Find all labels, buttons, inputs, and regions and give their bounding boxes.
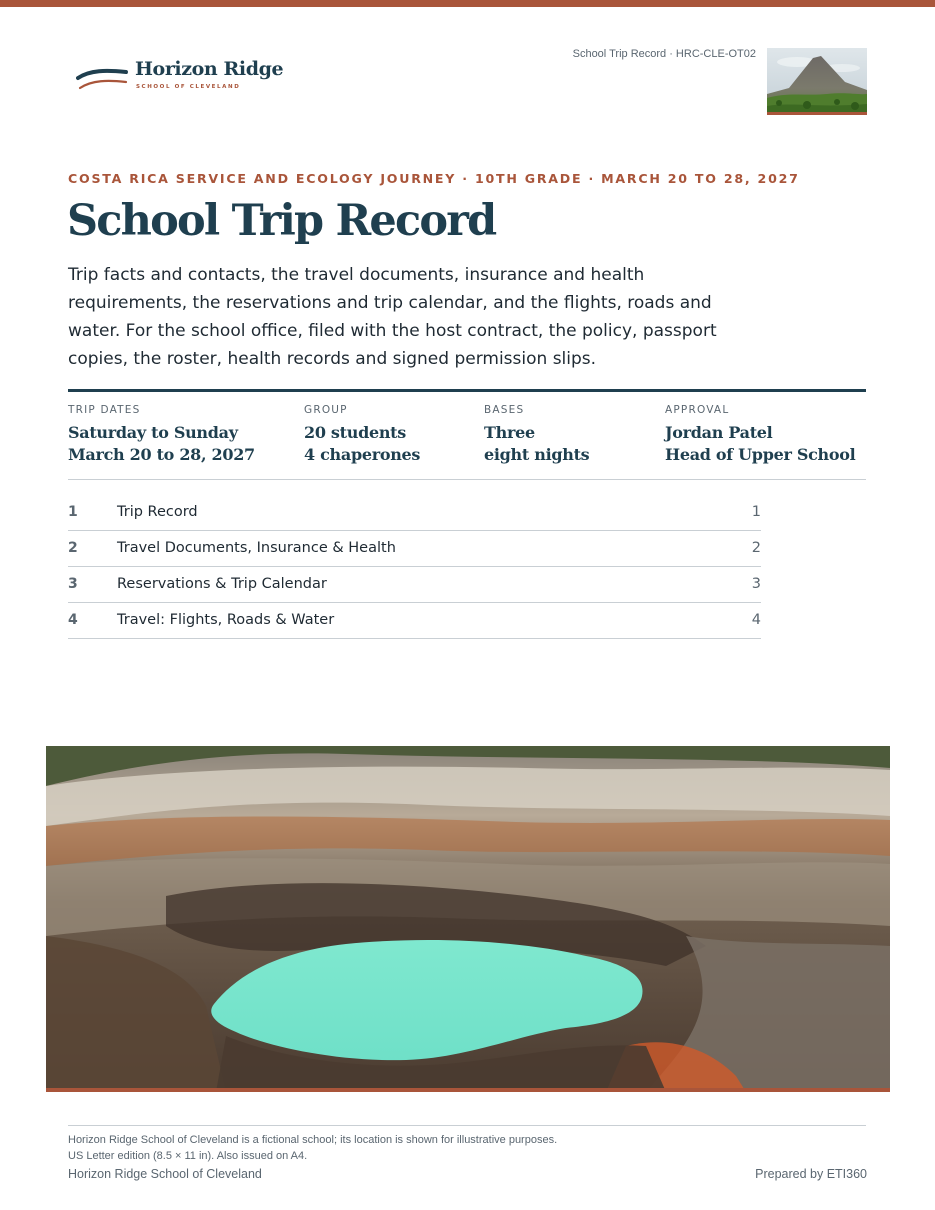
toc-label[interactable]: Travel Documents, Insurance & Health	[117, 540, 396, 556]
toc-item[interactable]	[68, 567, 761, 603]
trip-facts	[68, 404, 866, 464]
fact-value-line: Head of Upper School	[665, 445, 856, 464]
table-of-contents	[68, 495, 761, 639]
toc-page: 2	[751, 540, 761, 556]
facts-bottom-rule	[68, 479, 866, 480]
footer-disclaimer	[68, 1133, 557, 1164]
school-logo	[76, 58, 284, 98]
toc-item[interactable]	[68, 603, 761, 639]
intro-paragraph: Trip facts and contacts, the travel documents, insurance and health requirements, the reservations and trip calendar, and the flights, roads and water. For the school office, filed with the host contract, the policy, passport copies, the roster, health records and signed permission slips.	[68, 265, 717, 369]
fact-label: BASES	[484, 404, 525, 416]
fact-value-line: eight nights	[484, 445, 590, 464]
toc-item[interactable]	[68, 531, 761, 567]
footer-rule	[68, 1125, 866, 1126]
fact-trip-dates	[68, 404, 255, 466]
page-title: School Trip Record	[67, 196, 496, 246]
toc-number: 3	[68, 576, 78, 592]
crater-lake-photo	[46, 746, 890, 1092]
document-id: School Trip Record · HRC-CLE-OT02	[572, 48, 756, 60]
fact-value	[68, 422, 255, 466]
toc-number: 1	[68, 504, 78, 520]
fact-value-line: 20 students	[304, 423, 406, 442]
fact-value-line: March 20 to 28, 2027	[68, 445, 255, 464]
footer-note-line: Horizon Ridge School of Cleveland is a fictional school; its location is shown for illustrative purposes.	[68, 1134, 558, 1146]
toc-item[interactable]	[68, 495, 761, 531]
fact-label: GROUP	[304, 404, 348, 416]
school-name: Horizon Ridge	[135, 58, 284, 80]
fact-label: APPROVAL	[665, 404, 730, 416]
fact-value-line: 4 chaperones	[304, 445, 421, 464]
top-accent-rule	[0, 0, 935, 7]
toc-label[interactable]: Trip Record	[117, 504, 198, 520]
toc-page: 1	[751, 504, 761, 520]
toc-label[interactable]: Travel: Flights, Roads & Water	[117, 612, 335, 628]
fact-value-line: Jordan Patel	[665, 423, 773, 442]
fact-label: TRIP DATES	[68, 404, 141, 416]
footer-prepared-by: Prepared by ETI360	[755, 1167, 867, 1181]
toc-number: 2	[68, 540, 78, 556]
footer-school-name: Horizon Ridge School of Cleveland	[68, 1167, 262, 1181]
wave-logo-icon	[76, 64, 130, 94]
footer-note-line: US Letter edition (8.5 × 11 in). Also issued on A4.	[68, 1149, 308, 1162]
fact-value-line: Three	[484, 423, 535, 442]
toc-number: 4	[68, 612, 78, 628]
fact-value	[665, 422, 855, 466]
volcano-thumbnail	[767, 48, 867, 115]
toc-label[interactable]: Reservations & Trip Calendar	[117, 576, 327, 592]
toc-page: 4	[751, 612, 761, 628]
fact-bases	[484, 404, 589, 466]
toc-page: 3	[751, 576, 761, 592]
fact-value	[484, 422, 589, 466]
trip-eyebrow: COSTA RICA SERVICE AND ECOLOGY JOURNEY · 10TH GRADE · MARCH 20 TO 28, 2027	[68, 171, 800, 186]
facts-top-rule	[68, 389, 866, 392]
fact-value-line: Saturday to Sunday	[68, 423, 238, 442]
fact-approval	[665, 404, 855, 466]
fact-value	[304, 422, 420, 466]
fact-group	[304, 404, 420, 466]
school-subname: SCHOOL OF CLEVELAND	[136, 84, 241, 90]
